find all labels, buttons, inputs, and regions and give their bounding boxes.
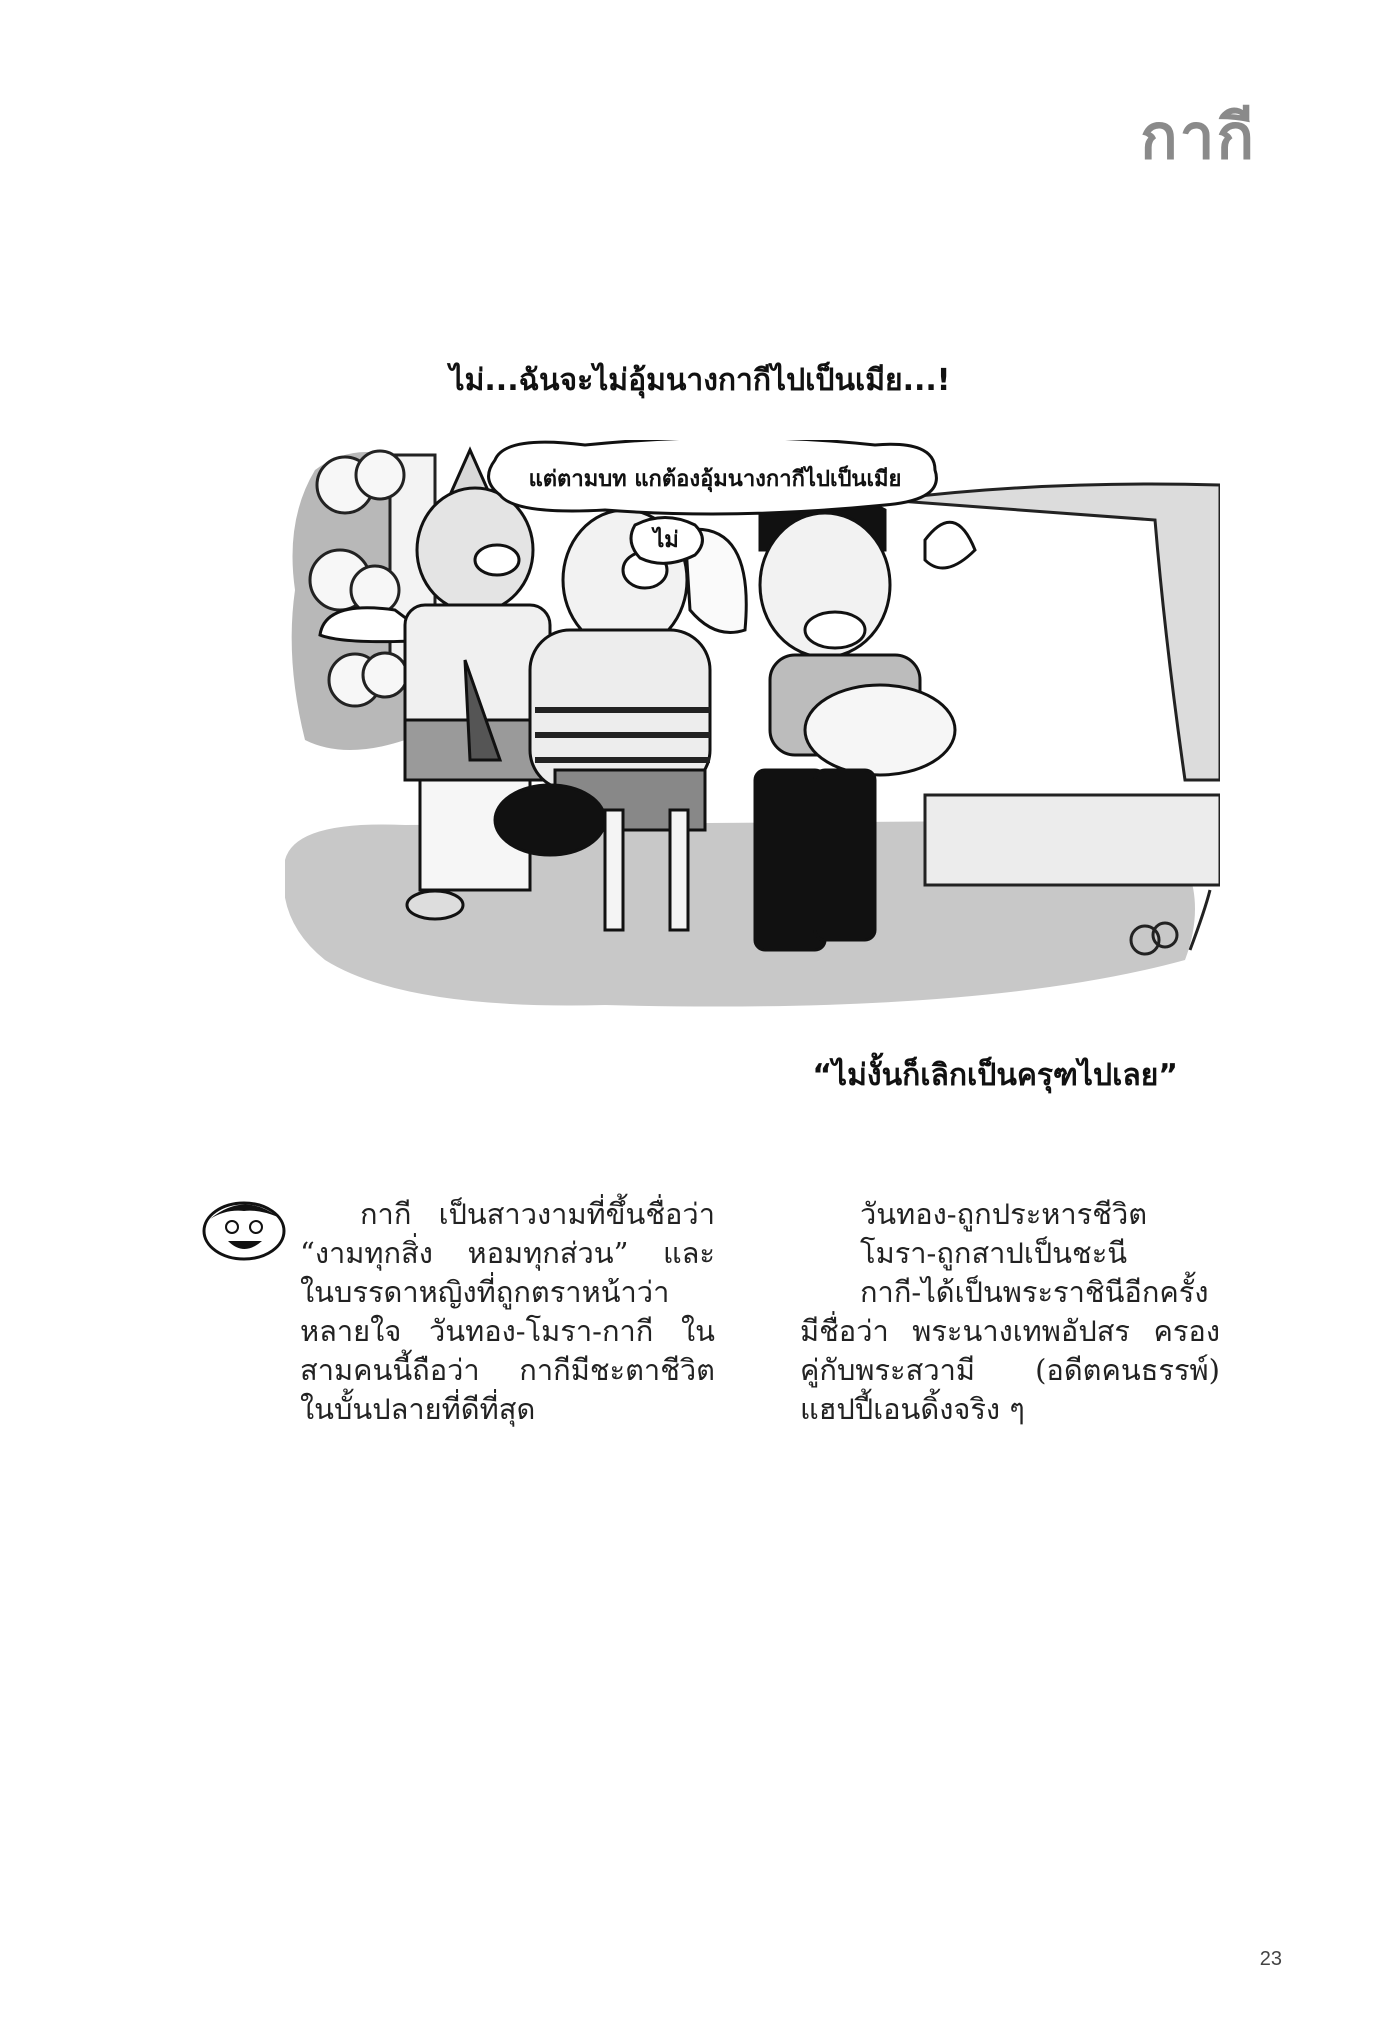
body-text-left-column bbox=[300, 1195, 715, 1429]
paragraph-line: แฮปปี้เอนดิ้งจริง ๆ bbox=[800, 1392, 1025, 1426]
speech-text-main: แต่ตามบท แกต้องอุ้มนางกากีไปเป็นเมีย bbox=[528, 467, 902, 492]
cartoon-illustration bbox=[285, 440, 1220, 1015]
paragraph-line: “งามทุกสิ่ง หอมทุกส่วน” และ bbox=[300, 1236, 715, 1270]
speech-text-small: ไม่ bbox=[653, 528, 679, 553]
cartoon-face-icon bbox=[198, 1195, 290, 1263]
paragraph-line: มีชื่อว่า พระนางเทพอัปสร ครอง bbox=[800, 1314, 1220, 1348]
paragraph-line: หลายใจ วันทอง-โมรา-กากี ใน bbox=[300, 1314, 715, 1348]
paragraph-line: กากี-ได้เป็นพระราชินีอีกครั้ง bbox=[860, 1275, 1209, 1309]
page-number: 23 bbox=[1259, 1948, 1282, 1970]
paragraph-line: สามคนนี้ถือว่า กากีมีชะตาชีวิต bbox=[300, 1353, 715, 1387]
page-title: กากี bbox=[1140, 100, 1256, 173]
cartoon-caption-top: ไม่...ฉันจะไม่อุ้มนางกากีไปเป็นเมีย...! bbox=[449, 363, 951, 398]
paragraph-line: โมรา-ถูกสาปเป็นชะนี bbox=[860, 1236, 1128, 1270]
stage-bench bbox=[925, 795, 1220, 885]
paragraph-line: วันทอง-ถูกประหารชีวิต bbox=[860, 1197, 1148, 1231]
paragraph-line: กากี เป็นสาวงามที่ขึ้นชื่อว่า bbox=[360, 1197, 715, 1231]
body-text-right-column bbox=[800, 1195, 1220, 1429]
paragraph-line: คู่กับพระสวามี (อดีตคนธรรพ์) bbox=[800, 1353, 1220, 1387]
paragraph-line: ในบั้นปลายที่ดีที่สุด bbox=[300, 1392, 536, 1426]
cartoon-caption-bottom: “ไม่งั้นก็เลิกเป็นครุฑไปเลย” bbox=[812, 1058, 1178, 1093]
paragraph-line: ในบรรดาหญิงที่ถูกตราหน้าว่า bbox=[300, 1275, 670, 1309]
